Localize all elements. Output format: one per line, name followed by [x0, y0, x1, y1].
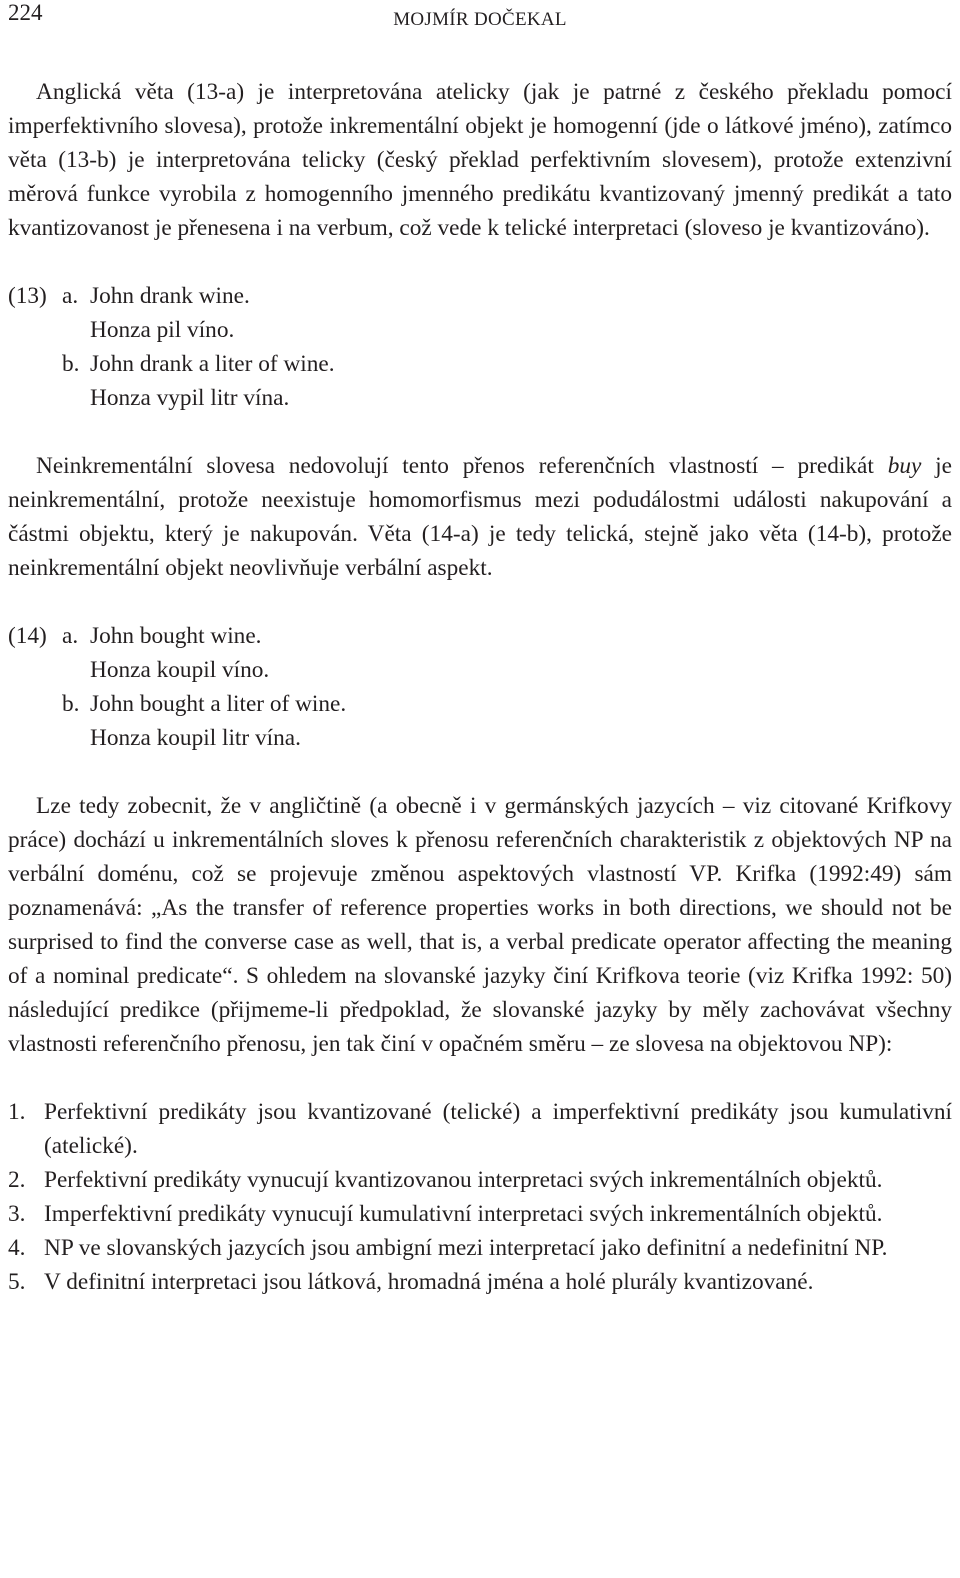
example-letter: b. [62, 351, 80, 377]
list-item [8, 1231, 952, 1265]
example-letter: a. [62, 623, 79, 649]
list-number: 5. [8, 1269, 26, 1295]
prediction-list [8, 1095, 952, 1299]
list-number: 1. [8, 1099, 26, 1125]
example-line: Honza koupil víno. [90, 657, 270, 683]
example-line: John drank a liter of wine. [90, 351, 335, 377]
spacer [8, 1061, 952, 1095]
list-number: 3. [8, 1201, 26, 1227]
page-number: 224 [8, 0, 43, 25]
example-line: John drank wine. [90, 283, 250, 309]
example-letter: a. [62, 283, 79, 309]
spacer [8, 585, 952, 619]
example-number: (14) [8, 623, 47, 649]
term-buy: buy [887, 453, 922, 479]
list-number: 4. [8, 1235, 26, 1261]
paragraph-2-text: je neinkrementální, protože neexistuje homomorfismus mezi podudálostmi události nakupování a částmi objektu, který je nakupován. Věta (14-a) je tedy telická, stejně jako věta (14-b), protože neinkrementální objekt neovlivňuje verbální aspekt. [8, 453, 952, 581]
example-letter [62, 721, 90, 755]
list-item [8, 1163, 952, 1197]
spacer [8, 245, 952, 279]
list-text: Imperfektivní predikáty vynucují kumulativní interpretaci svých inkrementálních objektů. [44, 1201, 883, 1227]
list-text: Perfektivní predikáty vynucují kvantizovanou interpretaci svých inkrementálních objektů. [44, 1167, 883, 1193]
list-item [8, 1095, 952, 1163]
list-item [8, 1265, 952, 1299]
example-14 [8, 619, 952, 755]
paragraph-2 [8, 449, 952, 585]
page-header [8, 0, 952, 40]
example-number: (13) [8, 283, 47, 309]
main-text [8, 75, 952, 1299]
paragraph-3: Lze tedy zobecnit, že v angličtině (a obecně i v germánských jazycích – viz citované Krifkovy práce) dochází u inkrementálních sloves k přenosu referenčních charakteristik z objektových NP na verbální doménu, což se projevuje změnou aspektových vlastností VP. Krifka (1992:49) sám poznamenává: „As the transfer of reference properties works in both directions, we should not be surprised to find the converse case as well, that is, a verbal predicate operator affecting the meaning of a nominal predicate“. S ohledem na slovanské jazyky činí Krifkova teorie (viz Krifka 1992: 50) následující predikce (přijmeme-li předpoklad, že slovanské jazyky by měly zachovávat všechny vlastnosti referenčního přenosu, jen tak činí v opačném směru – ze slovesa na objektovou NP): [8, 793, 952, 1057]
example-line: John bought wine. [90, 623, 262, 649]
example-13 [8, 279, 952, 415]
spacer [8, 755, 952, 789]
example-line: Honza koupil litr vína. [90, 725, 301, 751]
running-head: MOJMÍR DOČEKAL [393, 9, 567, 30]
list-number: 2. [8, 1167, 26, 1193]
list-item [8, 1197, 952, 1231]
paragraph-1: Anglická věta (13-a) je interpretována atelicky (jak je patrné z českého překladu pomocí imperfektivního slovesa), protože inkrementální objekt je homogenní (jde o látkové jméno), zatímco věta (13-b) je interpretována telicky (český překlad perfektivním slovesem), protože extenzivní měrová funkce vyrobila z homogenního jmenného predikátu kvantizovaný jmenný predikát a tato kvantizovanost je přenesena i na verbum, což vede k telické interpretaci (sloveso je kvantizováno). [8, 79, 952, 241]
spacer [8, 415, 952, 449]
list-text: V definitní interpretaci jsou látková, hromadná jména a holé plurály kvantizované. [44, 1269, 814, 1295]
list-text: Perfektivní predikáty jsou kvantizované (telické) a imperfektivní predikáty jsou kumulativní (atelické). [44, 1099, 952, 1159]
example-letter [62, 653, 90, 687]
paragraph-2-text: Neinkrementální slovesa nedovolují tento přenos referenčních vlastností – predikát [36, 453, 888, 479]
example-letter [62, 381, 90, 415]
example-line: Honza vypil litr vína. [90, 385, 290, 411]
example-letter: b. [62, 691, 80, 717]
example-line: John bought a liter of wine. [90, 691, 347, 717]
example-line: Honza pil víno. [90, 317, 235, 343]
example-letter [62, 313, 90, 347]
list-text: NP ve slovanských jazycích jsou ambigní mezi interpretací jako definitní a nedefinitní NP. [44, 1235, 888, 1261]
